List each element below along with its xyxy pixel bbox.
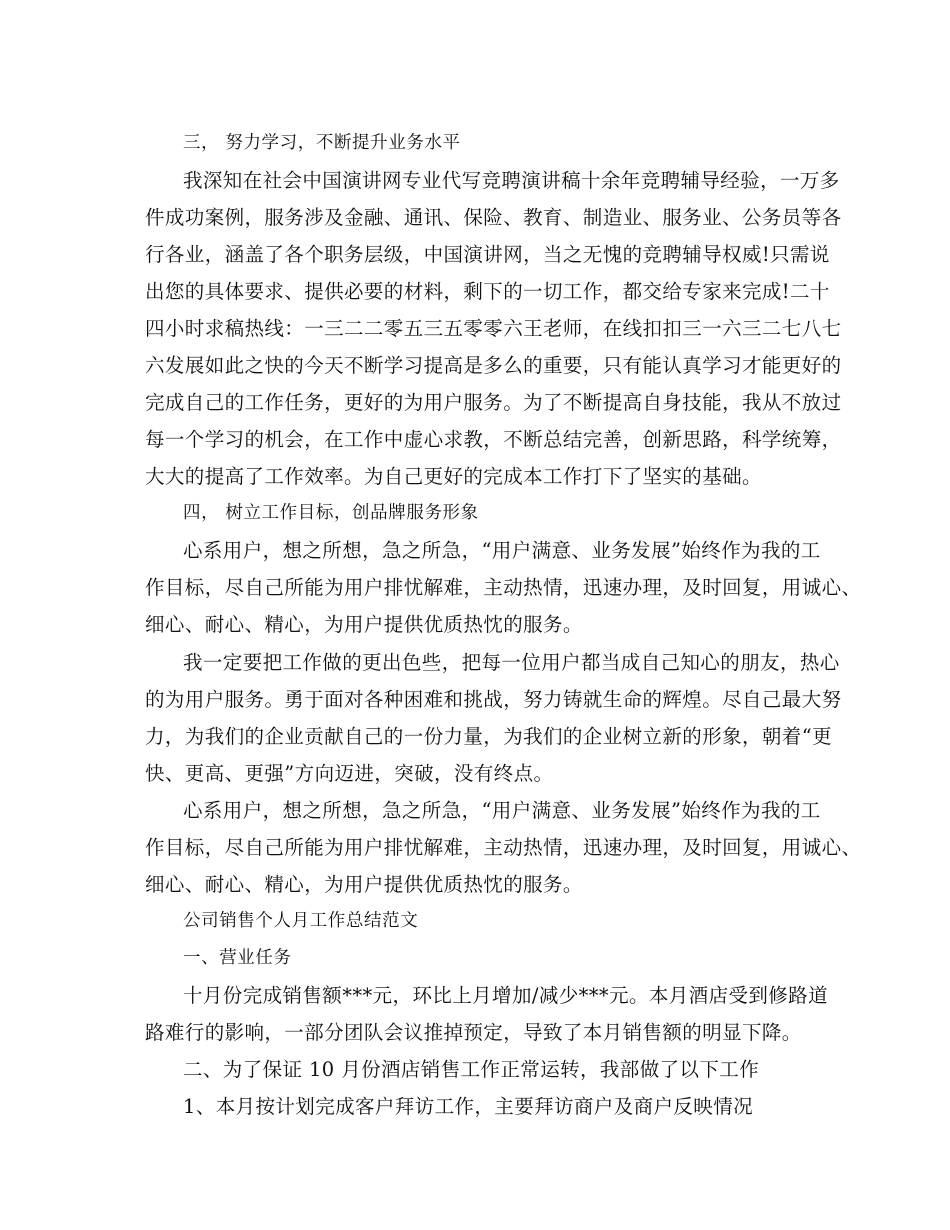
paragraph-line: 快、更高、更强”方向迈进，突破，没有终点。 [145,762,554,785]
paragraph-line: 十月份完成销售额***元，环比上月增加/减少***元。本月酒店受到修路道 [183,984,828,1007]
section-heading-work-done: 二、为了保证 10 月份酒店销售工作正常运转，我部做了以下工作 [183,1058,760,1081]
paragraph-line: 作目标，尽自己所能为用户排忧解难，主动热情，迅速办理，及时回复，用诚心、 [145,836,862,859]
paragraph-line: 出您的具体要求、提供必要的材料，剩下的一切工作，都交给专家来完成!二十 [145,280,830,303]
article-title: 公司销售个人月工作总结范文 [183,911,419,931]
paragraph-line: 细心、耐心、精心，为用户提供优质热忱的服务。 [145,873,583,896]
paragraph-line: 完成自己的工作任务，更好的为用户服务。为了不断提高自身技能，我从不放过 [145,391,842,414]
paragraph-line: 细心、耐心、精心，为用户提供优质热忱的服务。 [145,613,583,636]
paragraph-line: 力，为我们的企业贡献自己的一份力量，为我们的企业树立新的形象，朝着“更 [145,725,832,748]
section-heading-sales-task: 一、营业任务 [183,948,292,968]
paragraph-line: 心系用户，想之所想，急之所急，“用户满意、业务发展”始终作为我的工 [183,539,821,562]
paragraph-line: 件成功案例，服务涉及金融、通讯、保险、教育、制造业、服务业、公务员等各 [145,206,842,229]
paragraph-line: 我一定要把工作做的更出色些，把每一位用户都当成自己知心的朋友，热心 [183,651,840,674]
list-item: 1、本月按计划完成客户拜访工作，主要拜访商户及商户反映情况 [183,1095,754,1118]
paragraph-line: 我深知在社会中国演讲网专业代写竞聘演讲稿十余年竞聘辅导经验，一万多 [183,169,840,192]
paragraph-line: 大大的提高了工作效率。为自己更好的完成本工作打下了坚实的基础。 [145,465,762,488]
paragraph-line: 的为用户服务。勇于面对各种困难和挑战，努力铸就生命的辉煌。尽自己最大努 [145,688,842,711]
paragraph-line: 心系用户，想之所想，急之所急，“用户满意、业务发展”始终作为我的工 [183,799,821,822]
section-heading-3: 三， 努力学习，不断提升业务水平 [183,133,461,153]
paragraph-line: 四小时求稿热线：一三二二零五三五零零六王老师，在线扣扣三一六三二七八七 [145,317,842,340]
paragraph-line: 行各业，涵盖了各个职务层级，中国演讲网，当之无愧的竞聘辅导权威!只需说 [145,243,830,266]
paragraph-line: 路难行的影响，一部分团队会议推掉预定，导致了本月销售额的明显下降。 [145,1021,802,1044]
section-heading-4: 四， 树立工作目标，创品牌服务形象 [183,503,479,523]
paragraph-line: 六发展如此之快的今天不断学习提高是多么的重要，只有能认真学习才能更好的 [145,354,842,377]
paragraph-line: 作目标，尽自己所能为用户排忧解难，主动热情，迅速办理，及时回复，用诚心、 [145,576,862,599]
paragraph-line: 每一个学习的机会，在工作中虚心求教，不断总结完善，创新思路，科学统筹， [145,428,842,451]
